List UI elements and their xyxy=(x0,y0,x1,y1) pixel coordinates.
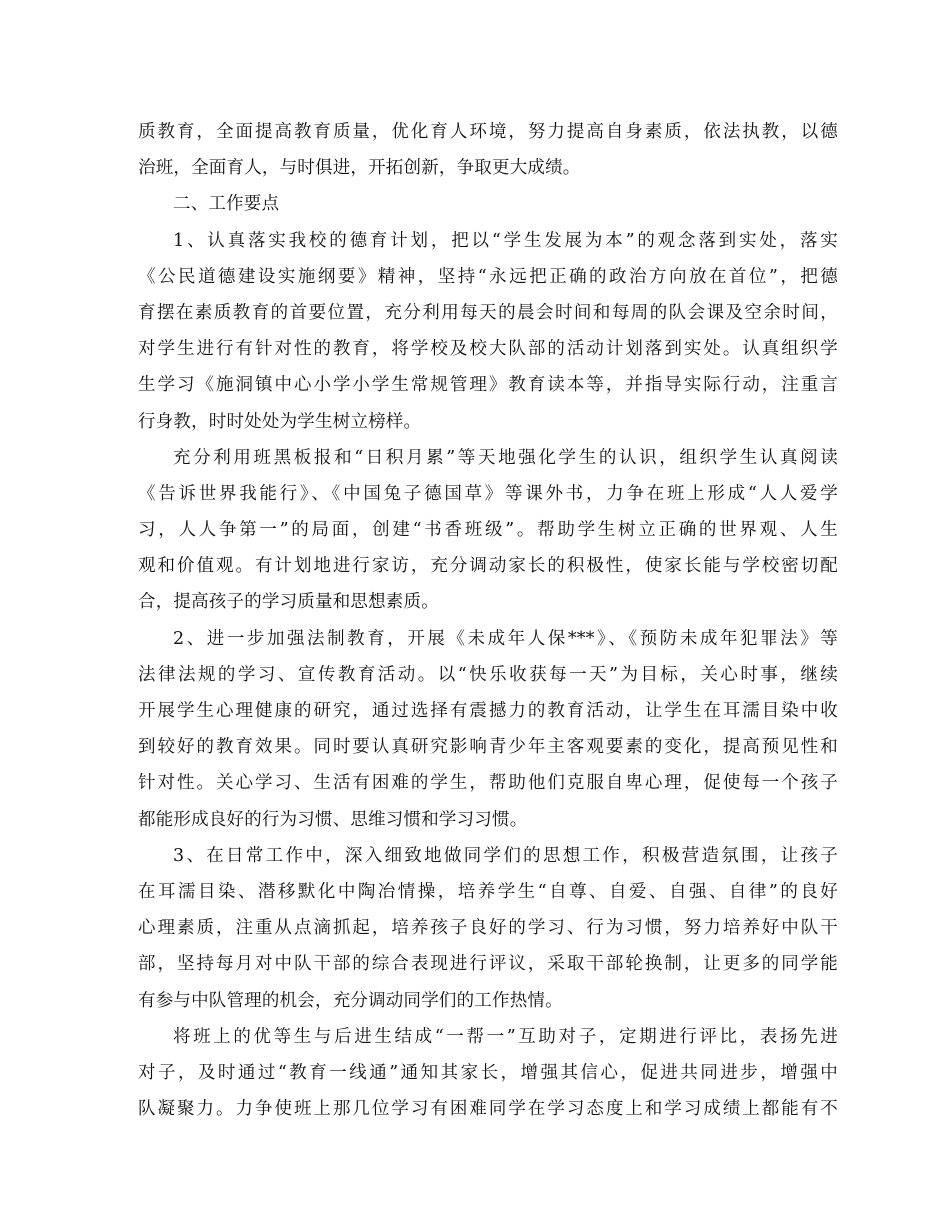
text-line: 育摆在素质教育的首要位置，充分利用每天的晨会时间和每周的队会课及空余时间， xyxy=(138,302,838,323)
text-line: 法律法规的学习、宣传教育活动。以“快乐收获每一天”为目标，关心时事，继续 xyxy=(138,664,838,685)
document-body xyxy=(138,114,838,1127)
text-line: 对子，及时通过“教育一线通”通知其家长，增强其信心，促进共同进步，增强中 xyxy=(138,1062,838,1083)
text-line: 开展学生心理健康的研究，通过选择有震撼力的教育活动，让学生在耳濡目染中收 xyxy=(138,701,838,721)
text-line: 针对性。关心学习、生活有困难的学生，帮助他们克服自卑心理，促使每一个孩子 xyxy=(138,773,838,794)
text-line: 有参与中队管理的机会，充分调动同学们的工作热情。 xyxy=(138,990,563,1011)
text-line: 《公民道德建设实施纲要》精神，坚持“永远把正确的政治方向放在首位”，把德 xyxy=(138,266,838,287)
text-line: 观和价值观。有计划地进行家访，充分调动家长的积极性，使家长能与学校密切配 xyxy=(138,556,838,577)
text-line: 队凝聚力。力争使班上那几位学习有困难同学在学习态度上和学习成绩上都能有不 xyxy=(138,1099,838,1120)
text-line: 2、进一步加强法制教育，开展《未成年人保***》、《预防未成年犯罪法》等 xyxy=(173,628,838,649)
text-line: 将班上的优等生与后进生结成“一帮一”互助对子，定期进行评比，表扬先进 xyxy=(173,1026,838,1047)
text-line: 对学生进行有针对性的教育，将学校及校大队部的活动计划落到实处。认真组织学 xyxy=(138,339,838,360)
text-line: 在耳濡目染、潜移默化中陶冶情操，培养学生“自尊、自爱、自强、自律”的良好 xyxy=(138,881,838,902)
text-line: 充分利用班黑板报和“日积月累”等天地强化学生的认识，组织学生认真阅读 xyxy=(173,447,838,468)
text-line: 心理素质，注重从点滴抓起，培养孩子良好的学习、行为习惯，努力培养好中队干 xyxy=(138,918,838,939)
text-line: 合，提高孩子的学习质量和思想素质。 xyxy=(138,592,439,613)
section-heading: 二、工作要点 xyxy=(173,194,280,215)
text-line: 到较好的教育效果。同时要认真研究影响青少年主客观要素的变化，提高预见性和 xyxy=(138,737,838,758)
text-line: 治班，全面育人，与时俱进，开拓创新，争取更大成绩。 xyxy=(138,158,581,179)
text-line: 生学习《施洞镇中心小学小学生常规管理》教育读本等，并指导实际行动，注重言 xyxy=(138,375,838,396)
text-line: 部，坚持每月对中队干部的综合表现进行评议，采取干部轮换制，让更多的同学能 xyxy=(138,954,838,975)
text-line: 行身教，时时处处为学生树立榜样。 xyxy=(138,411,422,432)
text-line: 习，人人争第一”的局面，创建“书香班级”。帮助学生树立正确的世界观、人生 xyxy=(138,520,838,541)
text-line: 质教育，全面提高教育质量，优化育人环境，努力提高自身素质，依法执教，以德 xyxy=(138,122,838,142)
text-line: 1、认真落实我校的德育计划，把以“学生发展为本”的观念落到实处，落实 xyxy=(173,230,838,251)
text-line: 3、在日常工作中，深入细致地做同学们的思想工作，积极营造氛围，让孩子 xyxy=(173,845,838,866)
text-line: 都能形成良好的行为习惯、思维习惯和学习习惯。 xyxy=(138,809,528,830)
text-line: 《告诉世界我能行》、《中国兔子德国草》等课外书，力争在班上形成“人人爱学 xyxy=(138,483,838,504)
